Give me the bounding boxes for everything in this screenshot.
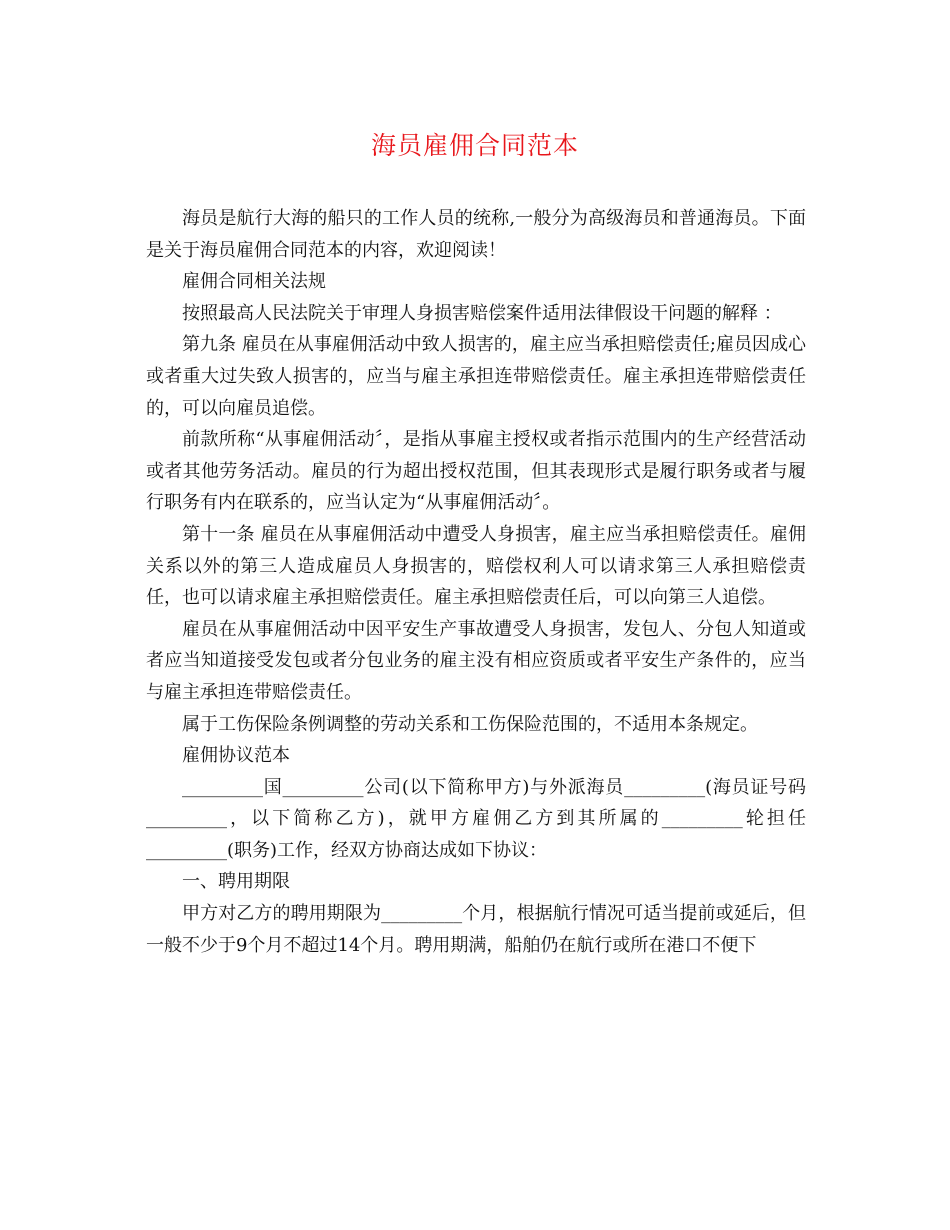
document-title: 海员雇佣合同范本 (370, 131, 579, 160)
paragraph-term: 甲方对乙方的聘用期限为_________个月，根据航行情况可适当提前或延后，但一般不少于9个月不超过14个月。聘用期满，船舶仍在航行或所在港口不便下 (146, 903, 806, 956)
paragraph-interpretation: 按照最高人民法院关于审理人身损害赔偿案件适用法律假设干问题的解释 ： (182, 302, 782, 324)
paragraph-work-injury: 属于工伤保险条例调整的劳动关系和工伤保险范围的，不适用本条规定。 (182, 713, 758, 735)
document-body (146, 203, 806, 961)
paragraph-safety-accident: 雇员在从事雇佣活动中因平安生产事故遭受人身损害，发包人、分包人知道或者应当知道接受发包或者分包业务的雇主没有相应资质或者平安生产条件的，应当与雇主承担连带赔偿责任。 (146, 618, 806, 703)
paragraph-intro: 海员是航行大海的船只的工作人员的统称,一般分为高级海员和普通海员。下面是关于海员雇佣合同范本的内容，欢迎阅读！ (146, 208, 806, 261)
paragraph-article-11: 第十一条 雇员在从事雇佣活动中遭受人身损害，雇主应当承担赔偿责任。雇佣关系以外的第三人造成雇员人身损害的，赔偿权利人可以请求第三人承担赔偿责任，也可以请求雇主承担赔偿责任。雇主承担赔偿责任后，可以向第三人追偿。 (146, 523, 806, 609)
paragraph-article-9: 第九条 雇员在从事雇佣活动中致人损害的，雇主应当承担赔偿责任;雇员因成心或者重大过失致人损害的，应当与雇主承担连带赔偿责任。雇主承担连带赔偿责任的，可以向雇员追偿。 (146, 334, 806, 419)
paragraph-parties: _________国_________公司(以下简称甲方)与外派海员_________(海员证号码_________，以下简称乙方)，就甲方雇佣乙方到其所属的_________轮担任_________(职务)工作，经双方协商达成如下协议： (146, 776, 806, 861)
paragraph-heading-sample: 雇佣协议范本 (182, 745, 290, 767)
paragraph-heading-term: 一、聘用期限 (182, 871, 290, 893)
paragraph-employment-activity: 前款所称“从事雇佣活动〞，是指从事雇主授权或者指示范围内的生产经营活动或者其他劳务活动。雇员的行为超出授权范围，但其表现形式是履行职务或者与履行职务有内在联系的，应当认定为“从事雇佣活动〞。 (146, 429, 806, 514)
paragraph-heading-regulations: 雇佣合同相关法规 (182, 271, 326, 293)
